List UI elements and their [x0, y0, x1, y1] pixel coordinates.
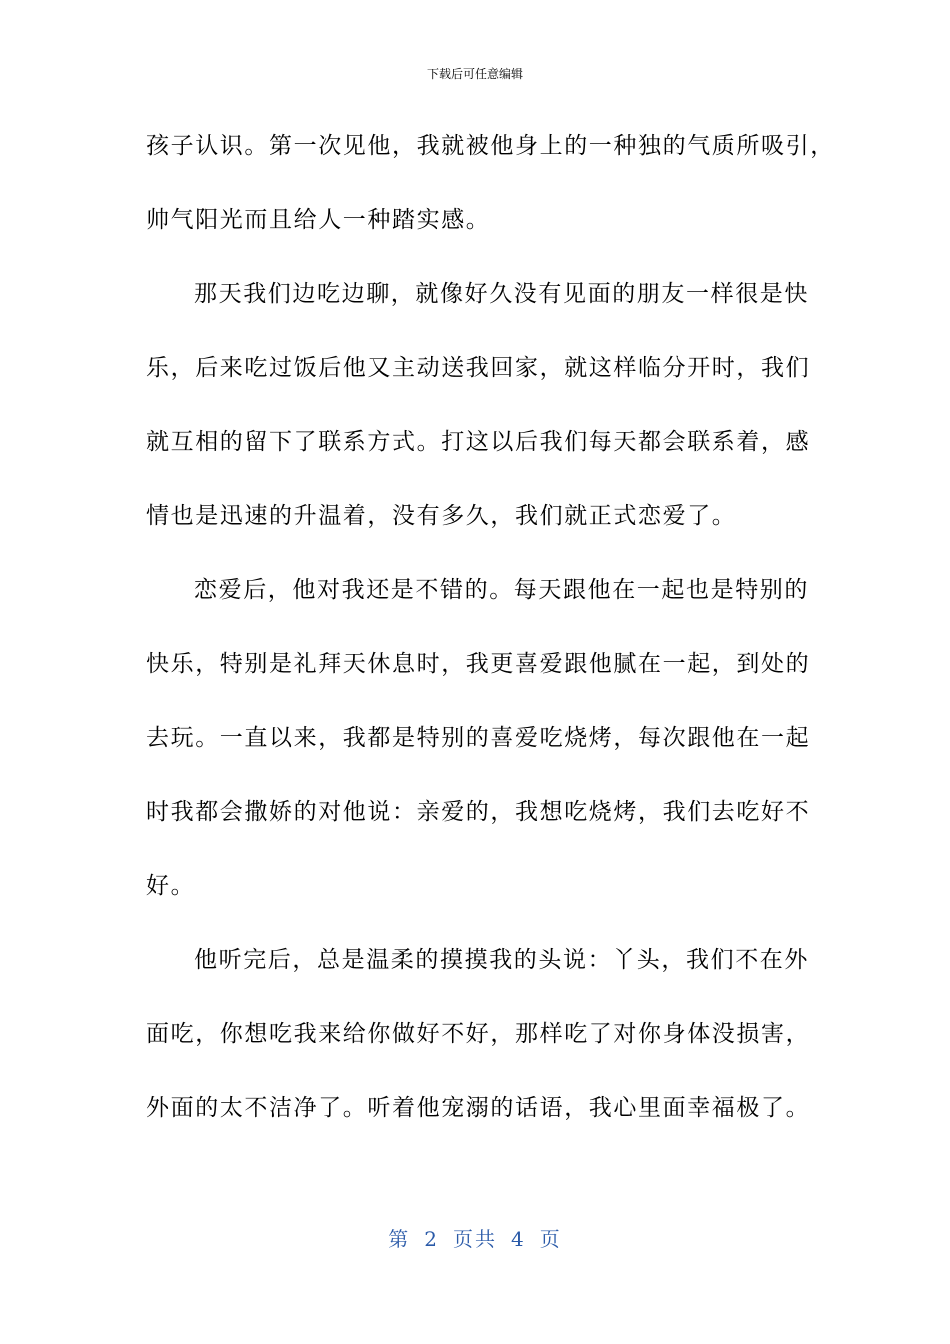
text-line: 帅气阳光而且给人一种踏实感。 [146, 207, 491, 233]
paragraph-start-line: 他听完后，总是温柔的摸摸我的头说：丫头，我们不在外 [194, 947, 809, 973]
text-line: 快乐，特别是礼拜天休息时，我更喜爱跟他腻在一起，到处的 [146, 651, 811, 677]
page-header: 下载后可任意编辑 [426, 67, 523, 81]
text-line: 面吃，你想吃我来给你做好不好，那样吃了对你身体没损害， [146, 1021, 811, 1047]
text-line: 乐，后来吃过饭后他又主动送我回家，就这样临分开时，我们 [146, 355, 811, 381]
text-line: 好。 [146, 873, 196, 899]
text-line: 孩子认识。第一次见他，我就被他身上的一种独的气质所吸引， [146, 133, 835, 159]
page-middle-text: 页共 [453, 1227, 497, 1251]
paragraph-start-line: 那天我们边吃边聊，就像好久没有见面的朋友一样很是快 [194, 281, 809, 307]
page-suffix: 页 [539, 1227, 562, 1251]
text-line: 外面的太不洁净了。听着他宠溺的话语，我心里面幸福极了。 [146, 1095, 811, 1121]
paragraph-start-line: 恋爱后，他对我还是不错的。每天跟他在一起也是特别的 [194, 577, 809, 603]
current-page-number: 2 [424, 1227, 439, 1251]
text-line: 就互相的留下了联系方式。打这以后我们每天都会联系着，感 [146, 429, 811, 455]
page-prefix: 第 [388, 1227, 411, 1251]
text-line: 情也是迅速的升温着，没有多久，我们就正式恋爱了。 [146, 503, 737, 529]
total-page-number: 4 [511, 1227, 526, 1251]
page-number-footer [0, 1226, 950, 1252]
text-line: 去玩。一直以来，我都是特别的喜爱吃烧烤，每次跟他在一起 [146, 725, 811, 751]
text-line: 时我都会撒娇的对他说：亲爱的，我想吃烧烤，我们去吃好不 [146, 799, 811, 825]
body-text [146, 120, 835, 1156]
